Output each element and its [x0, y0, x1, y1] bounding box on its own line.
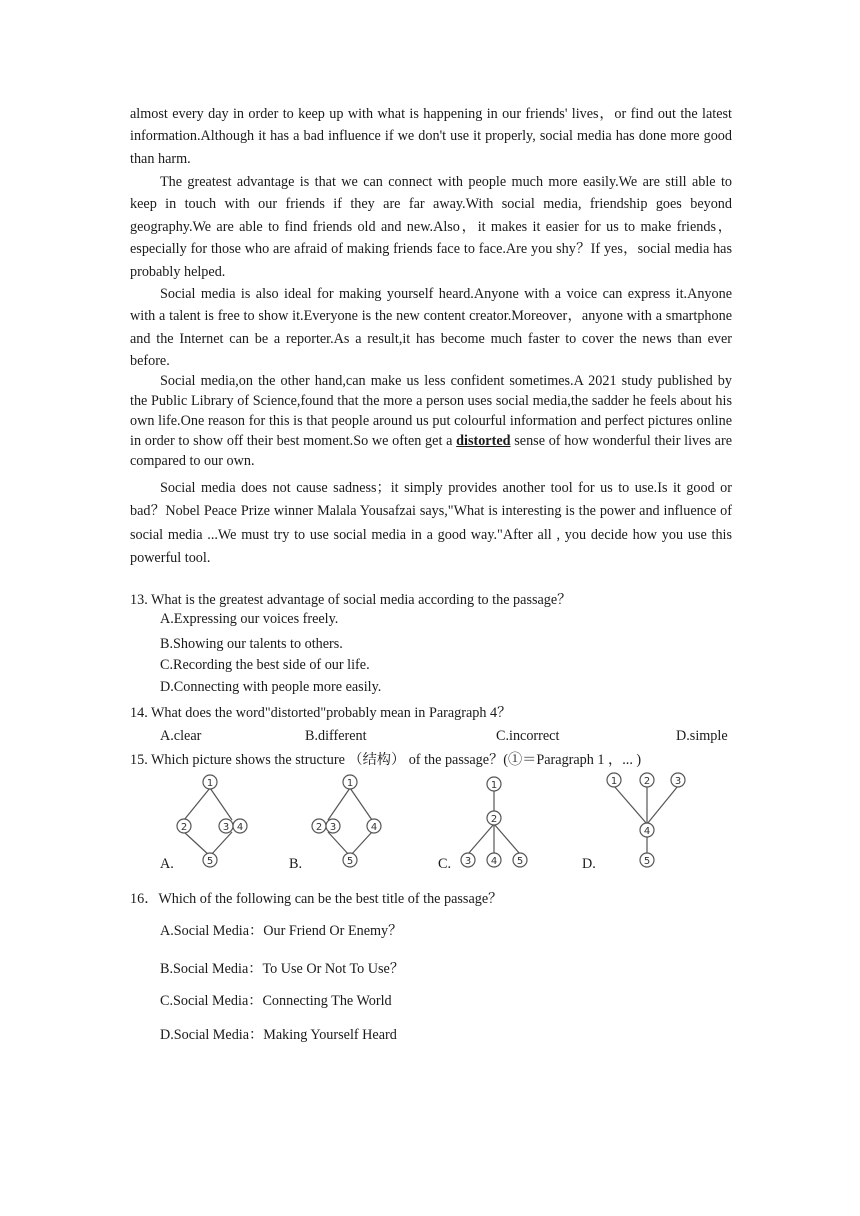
- structure-diagram-a: [170, 770, 260, 870]
- question-15-stem: 15. Which picture shows the structure （结构） of the passage？(①＝Paragraph 1 ，... ): [130, 752, 642, 768]
- svg-text:5: 5: [206, 856, 214, 867]
- q16-option-a: A.Social Media：Our Friend Or Enemy？: [160, 923, 403, 939]
- svg-text:3: 3: [464, 856, 472, 867]
- q16-option-d: D.Social Media：Making Yourself Heard: [160, 1027, 397, 1043]
- paragraph-4-text-a: Social media,on the other hand,can make us less confident sometimes.A 2021 study published by the Public Library of Science,found that the more a person uses social media,the sadder he feels about his own life.One reason for this is that people around us put colourful information and perfect pictures online in order to show off their best moment.So we often get a: [130, 373, 732, 449]
- svg-text:4: 4: [643, 826, 651, 837]
- q13-option-a: A.Expressing our voices freely.: [160, 611, 339, 627]
- q13-option-d: D.Connecting with people more easily.: [160, 679, 382, 695]
- svg-text:5: 5: [516, 856, 524, 867]
- structure-diagram-d: [600, 768, 692, 872]
- svg-text:1: 1: [206, 778, 214, 789]
- svg-text:1: 1: [490, 780, 498, 791]
- svg-text:2: 2: [315, 822, 323, 833]
- q16-option-b: B.Social Media：To Use Or Not To Use？: [160, 961, 405, 977]
- q14-option-a: A.clear: [160, 728, 202, 744]
- passage-paragraph-continued: almost every day in order to keep up with what is happening in our friends' lives，or find out the latest information.Although it has a bad influence if we don't use it properly, social media has done more good than harm.: [130, 106, 732, 167]
- passage-paragraph-4: [130, 371, 732, 471]
- keyword-distorted: distorted: [456, 433, 511, 449]
- passage-paragraph-3: Social media is also ideal for making yourself heard.Anyone with a voice can express it.Anyone with a talent is free to show it.Everyone is the new content creator.Moreover，anyone with a smartphone and the Internet can be a reporter.As a result,it has become much faster to cover the news than ever before.: [130, 286, 732, 370]
- structure-diagram-b: [308, 770, 398, 870]
- question-13-stem: 13. What is the greatest advantage of social media according to the passage？: [130, 592, 572, 608]
- svg-text:3: 3: [674, 776, 682, 787]
- structure-diagram-c: [452, 772, 542, 872]
- question-16-stem: 16．Which of the following can be the best title of the passage？: [130, 891, 503, 907]
- q14-option-d: D.simple: [676, 728, 728, 744]
- q14-option-c: C.incorrect: [496, 728, 560, 744]
- q14-option-b: B.different: [305, 728, 367, 744]
- svg-text:5: 5: [346, 856, 354, 867]
- q16-option-c: C.Social Media：Connecting The World: [160, 993, 392, 1009]
- question-14-stem: 14. What does the word"distorted"probably mean in Paragraph 4？: [130, 705, 512, 721]
- svg-text:4: 4: [236, 822, 244, 833]
- svg-text:1: 1: [346, 778, 354, 789]
- figure-label-b: B.: [289, 856, 303, 872]
- svg-text:2: 2: [643, 776, 651, 787]
- q14-options: [160, 728, 732, 748]
- svg-text:2: 2: [180, 822, 188, 833]
- svg-text:5: 5: [643, 856, 651, 867]
- figure-label-a: A.: [160, 856, 174, 872]
- paragraph-4-text-b: sense of how wonderful their lives are compared to our own.: [130, 433, 733, 469]
- q13-option-c: C.Recording the best side of our life.: [160, 657, 370, 673]
- passage-paragraph-5: Social media does not cause sadness；it simply provides another tool for us to use.Is it good or bad？Nobel Peace Prize winner Malala Yousafzai says,"What is interesting is the power and influence of social media ...We must try to use social media in a good way."After all , you decide how you use this powerful tool.: [130, 480, 732, 567]
- svg-text:2: 2: [490, 814, 498, 825]
- figure-label-d: D.: [582, 856, 596, 872]
- passage-paragraph-2: The greatest advantage is that we can connect with people much more easily.We are still able to keep in touch with our friends if they are far away.With social media, friendship goes beyond geography.We are able to find friends old and new.Also，it makes it easier for us to make friends，especially for those who are afraid of making friends face to face.Are you shy？If yes，social media has probably helped.: [130, 174, 732, 280]
- q13-option-b: B.Showing our talents to others.: [160, 636, 343, 652]
- svg-text:3: 3: [222, 822, 230, 833]
- svg-text:4: 4: [370, 822, 378, 833]
- svg-text:1: 1: [610, 776, 618, 787]
- svg-text:4: 4: [490, 856, 498, 867]
- figure-label-c: C.: [438, 856, 452, 872]
- svg-text:3: 3: [329, 822, 337, 833]
